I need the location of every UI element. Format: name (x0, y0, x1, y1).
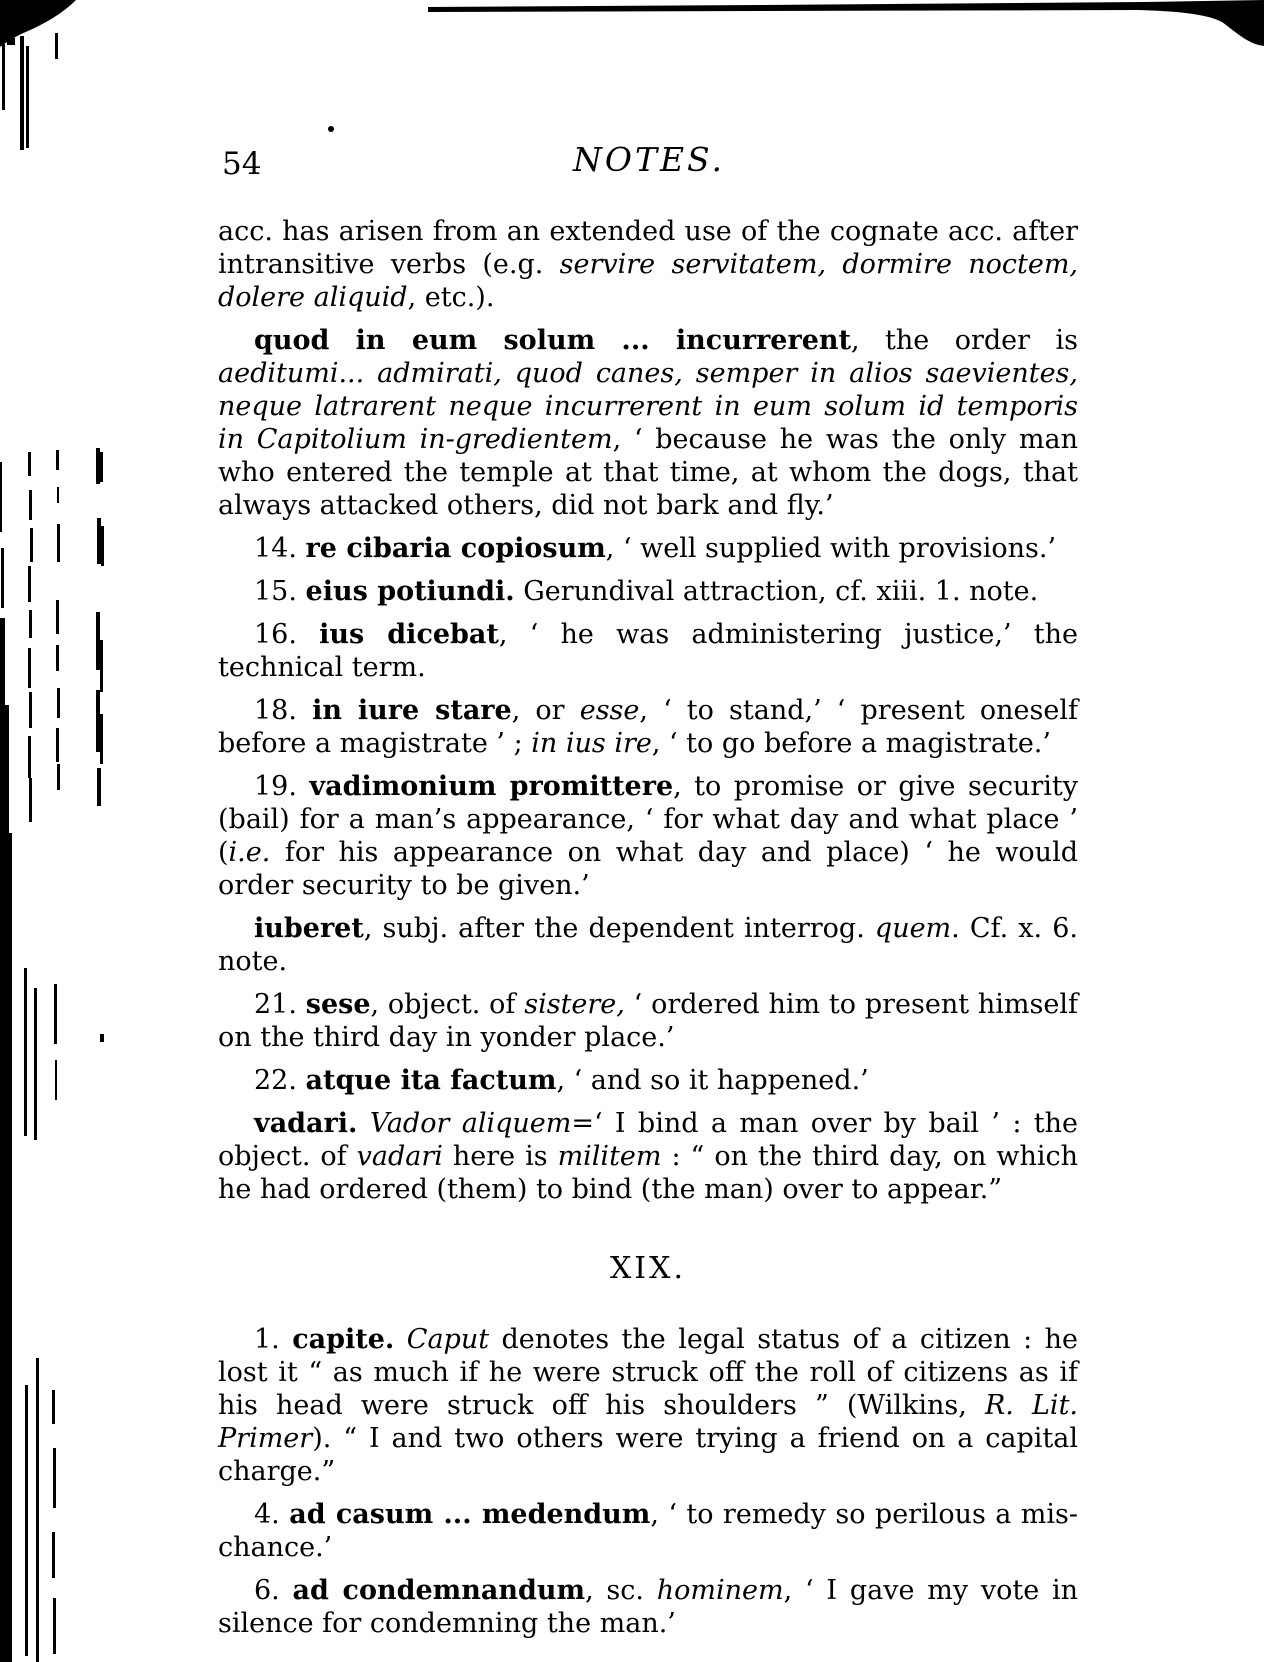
scan-mark (0, 705, 9, 837)
note-text (357, 1108, 369, 1139)
scan-mark (28, 648, 31, 688)
note-text: =‘ I bind a man over by bail ’ : the object. of (218, 1108, 1078, 1172)
latin-italic-text: servire servitatem, dormire noctem, dolere aliquid (218, 249, 1079, 313)
note-text: 18. (254, 695, 313, 726)
lemma-text: in iure stare (312, 695, 512, 726)
note-text: for his appearance on what day and place) ‘ he would order security to be given.’ (218, 837, 1078, 901)
scan-mark (29, 490, 32, 520)
note-paragraph (218, 618, 1078, 684)
latin-italic-text: i.e. (228, 837, 271, 868)
note-text: 15. (254, 576, 306, 607)
note-paragraph (218, 770, 1078, 902)
note-text: , ‘ to remedy so perilous a mis-chance.’ (218, 1499, 1079, 1563)
note-paragraph (218, 532, 1078, 565)
note-paragraph (218, 694, 1078, 760)
note-text (394, 1324, 406, 1355)
note-text: , ‘ because he was the only man who entered the temple at that time, at whom the dogs, that always attacked others, did not bark and fly.’ (218, 424, 1078, 521)
latin-italic-text: Vador aliquem (369, 1108, 572, 1139)
note-text: acc. has arisen from an extended use of the cognate acc. after intransitive verbs (e.g. (218, 216, 1078, 280)
lemma-text: re cibaria copiosum (305, 533, 606, 564)
scan-mark (96, 612, 100, 670)
lemma-text: quod in eum solum ... incurrerent (254, 325, 851, 356)
note-text: 22. (254, 1065, 306, 1096)
scan-mark (7, 38, 15, 45)
latin-italic-text: militem (557, 1141, 662, 1172)
note-paragraph (218, 1064, 1078, 1097)
scan-mark (55, 1060, 57, 1100)
lemma-text: ius dicebat (319, 619, 499, 650)
page-number: 54 (222, 146, 262, 182)
note-text: , sc. (585, 1575, 657, 1606)
note-text: 21. (254, 989, 306, 1020)
scan-mark (100, 640, 103, 692)
note-text: , object. of (370, 989, 525, 1020)
scan-mark (20, 36, 24, 150)
note-paragraph (218, 215, 1078, 314)
note-paragraph (218, 1323, 1078, 1488)
lemma-text: sese (305, 989, 371, 1020)
scan-mark (100, 1034, 104, 1042)
lemma-text: vadari. (254, 1108, 358, 1139)
scan-dot (328, 126, 334, 132)
scan-mark (57, 524, 60, 562)
lemma-text: vadimonium promittere (309, 771, 674, 802)
scan-mark (30, 528, 33, 562)
scan-mark (56, 450, 59, 470)
latin-italic-text: quem (874, 913, 952, 944)
note-text: 19. (254, 771, 310, 802)
latin-italic-text: vadari (356, 1141, 443, 1172)
note-text: , ‘ he was administering justice,’ the technical term. (218, 619, 1078, 683)
note-paragraph (218, 988, 1078, 1054)
note-paragraph (218, 1498, 1078, 1564)
latin-italic-text: hominem (656, 1575, 784, 1606)
note-text: 14. (254, 533, 306, 564)
scan-mark (26, 46, 29, 148)
note-text: , etc.). (407, 282, 495, 313)
scan-mark (97, 518, 101, 564)
note-text: , ‘ and so it happened.’ (556, 1065, 869, 1096)
scan-mark (24, 968, 27, 1136)
note-text: , the order is (851, 325, 1078, 356)
scan-mark (57, 764, 60, 790)
scan-mark (34, 988, 37, 1140)
scan-mark (1, 548, 4, 608)
scan-mark (96, 690, 100, 752)
scan-mark (57, 487, 59, 503)
note-text: , to promise or give security (bail) for a man’s appearance, ‘ for what day and what place ’ ( (218, 771, 1078, 868)
scan-mark (55, 33, 58, 59)
scan-mark (101, 526, 104, 566)
note-paragraph (218, 912, 1078, 978)
note-text: , or (511, 695, 580, 726)
note-paragraph (218, 1107, 1078, 1206)
lemma-text: atque ita factum (305, 1065, 557, 1096)
lemma-text: eius potiundi. (305, 576, 515, 607)
scan-mark (56, 600, 59, 634)
scan-mark (100, 452, 103, 482)
lemma-text: ad condemnandum (292, 1575, 586, 1606)
note-text: ‘ ordered him to present himself on the third day in yonder place.’ (218, 989, 1078, 1053)
scan-mark (53, 1598, 56, 1654)
scan-mark (57, 688, 60, 718)
latin-italic-text: sistere, (524, 989, 625, 1020)
scan-mark (0, 618, 5, 713)
scan-mark (28, 736, 31, 778)
note-text: ). “ I and two others were trying a friend on a capital charge.” (218, 1423, 1078, 1487)
scan-bar-left (0, 833, 12, 1662)
scan-bar-top (428, 0, 1264, 46)
scan-mark (28, 566, 31, 602)
latin-italic-text: R. Lit. Primer (218, 1390, 1079, 1454)
scan-blob-top-left (0, 0, 76, 47)
note-text: 16. (254, 619, 320, 650)
note-text: 1. (254, 1324, 293, 1355)
note-paragraph (218, 1574, 1078, 1640)
notes-body (218, 215, 1078, 1640)
note-paragraph (218, 575, 1078, 608)
lemma-text: ad casum ... medendum (289, 1499, 651, 1530)
note-text: , ‘ to stand,’ ‘ present oneself before a magistrate ’ ; (218, 695, 1078, 759)
note-text: 4. (254, 1499, 290, 1530)
scan-mark (56, 728, 59, 762)
scan-mark (28, 452, 31, 476)
scan-mark (2, 44, 5, 110)
note-text: here is (442, 1141, 558, 1172)
scan-mark (96, 448, 100, 484)
scan-mark (0, 462, 2, 532)
note-text: , ‘ well supplied with provisions.’ (605, 533, 1057, 564)
latin-italic-text: Caput (406, 1324, 490, 1355)
note-paragraph (218, 324, 1078, 522)
note-text: , subj. after the dependent interrog. (363, 913, 875, 944)
note-text: Gerundival attraction, cf. xiii. 1. note. (514, 576, 1039, 607)
scan-mark (52, 1390, 55, 1424)
scan-mark (52, 1532, 55, 1578)
scan-mark (29, 610, 32, 638)
lemma-text: capite. (292, 1324, 395, 1355)
note-text: . Cf. x. 6. note. (218, 913, 1078, 977)
scan-mark (29, 778, 32, 822)
scan-mark (25, 1385, 28, 1656)
lemma-text: iuberet (254, 913, 364, 944)
running-head: NOTES. (573, 140, 725, 179)
section-heading: XIX. (609, 1251, 687, 1286)
scan-mark (53, 1448, 56, 1508)
note-text: , ‘ I gave my vote in silence for condemning the man.’ (218, 1575, 1079, 1639)
note-text: , ‘ to go before a magistrate.’ (651, 728, 1051, 759)
scan-mark (100, 714, 103, 764)
scan-mark (36, 1358, 39, 1662)
scan-mark (54, 984, 57, 1044)
scan-mark (97, 768, 101, 806)
page-header (218, 140, 1080, 200)
scan-mark (56, 645, 59, 671)
note-text: denotes the legal status of a citizen : he lost it “ as much if he were struck off the roll of citizens as if his head were struck off his shoulders ” (Wilkins, (218, 1324, 1078, 1421)
note-text: : “ on the third day, on which he had ordered (them) to bind (the man) over to appear.” (218, 1141, 1078, 1205)
scan-mark (29, 692, 32, 728)
latin-italic-text: in ius ire (531, 728, 652, 759)
latin-italic-text: aeditumi... admirati, quod canes, semper in alios saevientes, neque latrarent neque incurrerent in eum solum id temporis in Capitolium in-gredientem (218, 358, 1078, 455)
latin-italic-text: esse (579, 695, 640, 726)
note-text: 6. (254, 1575, 293, 1606)
